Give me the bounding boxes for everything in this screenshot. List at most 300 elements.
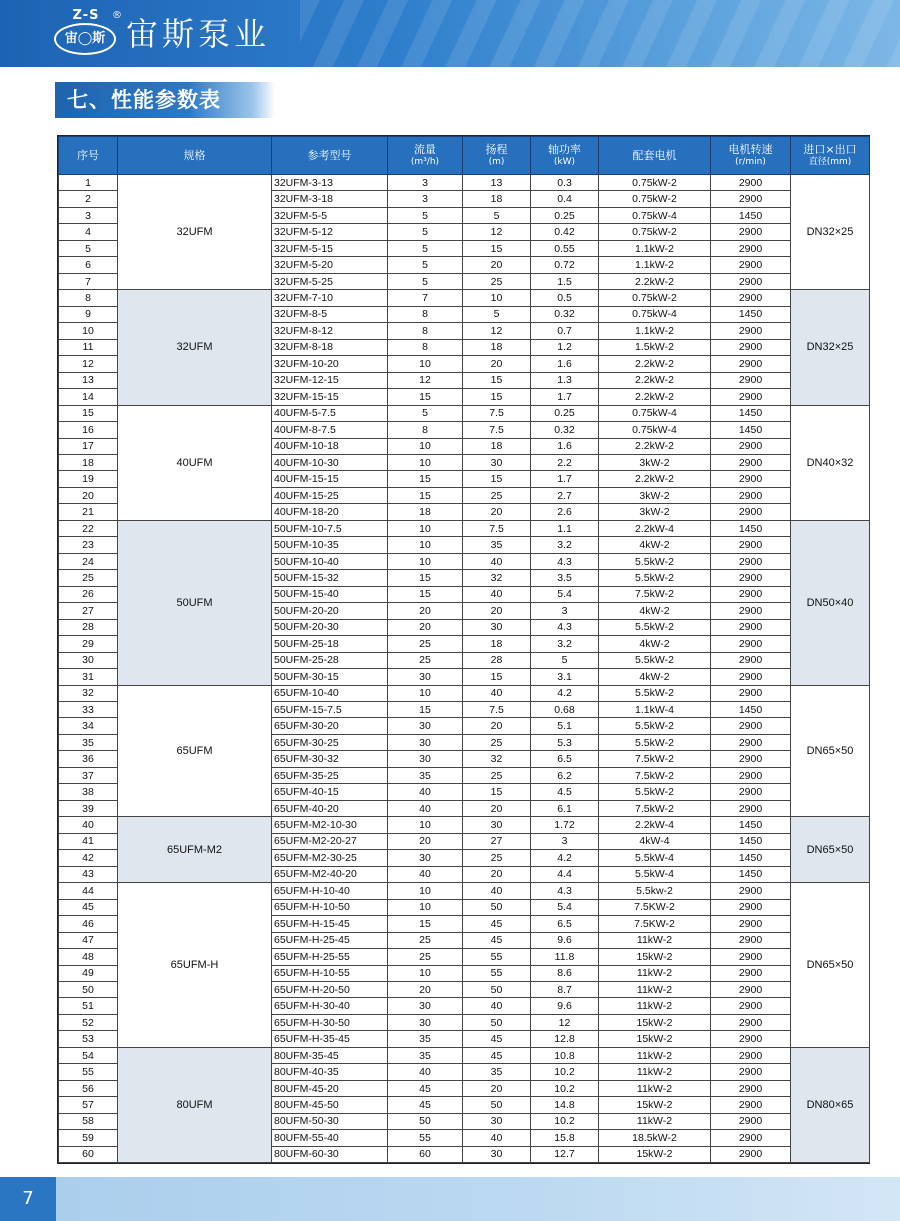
cell-flow: 10 (388, 817, 463, 833)
cell-head: 20 (463, 504, 531, 520)
cell-flow: 30 (388, 1014, 463, 1030)
cell-power: 1.2 (531, 339, 599, 355)
cell-head: 35 (463, 1064, 531, 1080)
cell-speed: 2900 (711, 652, 791, 668)
cell-motor: 1.1kW-4 (599, 702, 711, 718)
cell-flow: 5 (388, 257, 463, 273)
cell-model: 50UFM-30-15 (272, 669, 388, 685)
cell-flow: 40 (388, 800, 463, 816)
logo-mark: 宙◯斯 (54, 23, 116, 55)
cell-head: 25 (463, 487, 531, 503)
cell-head: 45 (463, 1031, 531, 1047)
cell-model: 50UFM-25-28 (272, 652, 388, 668)
cell-spec: 80UFM (118, 1047, 272, 1162)
cell-speed: 2900 (711, 389, 791, 405)
cell-model: 80UFM-45-20 (272, 1080, 388, 1096)
cell-diameter: DN50×40 (791, 520, 870, 685)
cell-flow: 8 (388, 339, 463, 355)
cell-flow: 35 (388, 1031, 463, 1047)
cell-head: 15 (463, 389, 531, 405)
cell-speed: 2900 (711, 1031, 791, 1047)
cell-power: 0.3 (531, 175, 599, 191)
cell-head: 20 (463, 257, 531, 273)
cell-flow: 5 (388, 224, 463, 240)
cell-motor: 11kW-2 (599, 981, 711, 997)
cell-motor: 0.75kW-2 (599, 290, 711, 306)
cell-speed: 2900 (711, 372, 791, 388)
cell-speed: 1450 (711, 207, 791, 223)
cell-motor: 0.75kW-2 (599, 175, 711, 191)
cell-flow: 8 (388, 422, 463, 438)
cell-index: 45 (59, 899, 118, 915)
cell-speed: 2900 (711, 981, 791, 997)
cell-model: 50UFM-10-35 (272, 537, 388, 553)
cell-motor: 0.75kW-4 (599, 405, 711, 421)
cell-diameter: DN80×65 (791, 1047, 870, 1162)
cell-speed: 2900 (711, 586, 791, 602)
cell-index: 24 (59, 553, 118, 569)
cell-index: 57 (59, 1097, 118, 1113)
header-model: 参考型号 (272, 137, 388, 175)
cell-spec: 32UFM (118, 175, 272, 290)
cell-index: 15 (59, 405, 118, 421)
cell-motor: 1.5kW-2 (599, 339, 711, 355)
cell-model: 80UFM-40-35 (272, 1064, 388, 1080)
cell-power: 1.7 (531, 389, 599, 405)
cell-flow: 5 (388, 405, 463, 421)
cell-head: 50 (463, 899, 531, 915)
cell-speed: 1450 (711, 702, 791, 718)
cell-flow: 25 (388, 652, 463, 668)
cell-power: 10.2 (531, 1113, 599, 1129)
cell-speed: 2900 (711, 537, 791, 553)
cell-motor: 4kW-2 (599, 537, 711, 553)
cell-head: 30 (463, 817, 531, 833)
cell-power: 5.1 (531, 718, 599, 734)
cell-motor: 5.5kW-2 (599, 619, 711, 635)
cell-head: 25 (463, 850, 531, 866)
cell-model: 40UFM-15-25 (272, 487, 388, 503)
cell-flow: 15 (388, 389, 463, 405)
cell-model: 65UFM-H-20-50 (272, 981, 388, 997)
page-header-banner (0, 0, 900, 67)
cell-index: 17 (59, 438, 118, 454)
cell-head: 50 (463, 1097, 531, 1113)
cell-flow: 55 (388, 1130, 463, 1146)
cell-power: 12.7 (531, 1146, 599, 1162)
cell-index: 56 (59, 1080, 118, 1096)
cell-power: 14.8 (531, 1097, 599, 1113)
cell-index: 25 (59, 570, 118, 586)
cell-speed: 2900 (711, 504, 791, 520)
cell-head: 45 (463, 1047, 531, 1063)
cell-model: 50UFM-15-32 (272, 570, 388, 586)
cell-power: 0.32 (531, 306, 599, 322)
cell-flow: 10 (388, 883, 463, 899)
cell-speed: 1450 (711, 833, 791, 849)
cell-model: 40UFM-15-15 (272, 471, 388, 487)
table-row (59, 175, 870, 191)
cell-flow: 18 (388, 504, 463, 520)
cell-power: 3.1 (531, 669, 599, 685)
cell-index: 12 (59, 356, 118, 372)
cell-flow: 20 (388, 619, 463, 635)
cell-index: 20 (59, 487, 118, 503)
cell-flow: 5 (388, 273, 463, 289)
cell-head: 50 (463, 1014, 531, 1030)
cell-flow: 10 (388, 685, 463, 701)
cell-speed: 2900 (711, 240, 791, 256)
cell-flow: 7 (388, 290, 463, 306)
cell-model: 32UFM-8-12 (272, 323, 388, 339)
cell-index: 31 (59, 669, 118, 685)
cell-flow: 10 (388, 454, 463, 470)
cell-model: 32UFM-5-12 (272, 224, 388, 240)
cell-speed: 2900 (711, 767, 791, 783)
cell-speed: 2900 (711, 1064, 791, 1080)
cell-power: 0.72 (531, 257, 599, 273)
cell-model: 65UFM-30-25 (272, 734, 388, 750)
header-index: 序号 (59, 137, 118, 175)
page-footer (0, 1177, 900, 1221)
cell-index: 54 (59, 1047, 118, 1063)
cell-model: 65UFM-15-7.5 (272, 702, 388, 718)
cell-head: 7.5 (463, 405, 531, 421)
cell-model: 65UFM-M2-10-30 (272, 817, 388, 833)
cell-power: 0.4 (531, 191, 599, 207)
section-title: 七、性能参数表 (67, 88, 221, 112)
cell-motor: 7.5kW-2 (599, 800, 711, 816)
cell-speed: 2900 (711, 257, 791, 273)
cell-model: 50UFM-20-30 (272, 619, 388, 635)
cell-speed: 1450 (711, 520, 791, 536)
cell-power: 0.25 (531, 207, 599, 223)
cell-model: 32UFM-5-25 (272, 273, 388, 289)
cell-index: 35 (59, 734, 118, 750)
cell-head: 20 (463, 800, 531, 816)
cell-head: 25 (463, 767, 531, 783)
cell-motor: 4kW-4 (599, 833, 711, 849)
cell-flow: 40 (388, 866, 463, 882)
cell-motor: 11kW-2 (599, 965, 711, 981)
cell-index: 47 (59, 932, 118, 948)
cell-speed: 1450 (711, 306, 791, 322)
cell-flow: 12 (388, 372, 463, 388)
cell-index: 37 (59, 767, 118, 783)
cell-head: 7.5 (463, 702, 531, 718)
cell-head: 15 (463, 784, 531, 800)
cell-index: 34 (59, 718, 118, 734)
cell-motor: 11kW-2 (599, 1064, 711, 1080)
cell-speed: 2900 (711, 883, 791, 899)
cell-motor: 5.5kW-2 (599, 652, 711, 668)
cell-speed: 2900 (711, 487, 791, 503)
cell-motor: 5.5kW-2 (599, 734, 711, 750)
cell-head: 45 (463, 916, 531, 932)
cell-speed: 2900 (711, 1047, 791, 1063)
cell-power: 6.5 (531, 751, 599, 767)
cell-model: 65UFM-30-20 (272, 718, 388, 734)
cell-index: 7 (59, 273, 118, 289)
cell-motor: 7.5kW-2 (599, 751, 711, 767)
header-speed: 电机转速 (r/min) (711, 137, 791, 175)
cell-motor: 0.75kW-2 (599, 224, 711, 240)
cell-model: 65UFM-35-25 (272, 767, 388, 783)
cell-head: 15 (463, 372, 531, 388)
performance-table (58, 136, 870, 1163)
cell-index: 6 (59, 257, 118, 273)
cell-motor: 0.75kW-4 (599, 207, 711, 223)
table-row (59, 405, 870, 421)
cell-diameter: DN65×50 (791, 685, 870, 817)
cell-head: 35 (463, 537, 531, 553)
cell-power: 0.7 (531, 323, 599, 339)
cell-speed: 2900 (711, 1097, 791, 1113)
cell-flow: 35 (388, 1047, 463, 1063)
cell-motor: 2.2kW-4 (599, 520, 711, 536)
cell-speed: 2900 (711, 899, 791, 915)
cell-index: 23 (59, 537, 118, 553)
cell-motor: 2.2kW-2 (599, 372, 711, 388)
cell-index: 9 (59, 306, 118, 322)
cell-flow: 40 (388, 1064, 463, 1080)
cell-flow: 15 (388, 916, 463, 932)
cell-head: 40 (463, 586, 531, 602)
registered-mark: ® (112, 10, 122, 21)
cell-head: 40 (463, 685, 531, 701)
cell-speed: 2900 (711, 1130, 791, 1146)
cell-model: 65UFM-H-30-50 (272, 1014, 388, 1030)
cell-flow: 30 (388, 734, 463, 750)
cell-power: 4.3 (531, 619, 599, 635)
cell-index: 13 (59, 372, 118, 388)
cell-power: 4.2 (531, 685, 599, 701)
cell-index: 52 (59, 1014, 118, 1030)
cell-model: 32UFM-8-5 (272, 306, 388, 322)
cell-power: 0.68 (531, 702, 599, 718)
cell-motor: 3kW-2 (599, 487, 711, 503)
cell-speed: 2900 (711, 570, 791, 586)
cell-flow: 10 (388, 356, 463, 372)
cell-index: 29 (59, 636, 118, 652)
cell-head: 10 (463, 290, 531, 306)
cell-motor: 2.2kW-2 (599, 438, 711, 454)
cell-spec: 65UFM-M2 (118, 817, 272, 883)
cell-motor: 4kW-2 (599, 603, 711, 619)
cell-motor: 7.5KW-2 (599, 899, 711, 915)
cell-flow: 45 (388, 1080, 463, 1096)
cell-power: 6.2 (531, 767, 599, 783)
cell-flow: 35 (388, 767, 463, 783)
cell-model: 50UFM-25-18 (272, 636, 388, 652)
cell-head: 20 (463, 1080, 531, 1096)
cell-flow: 8 (388, 323, 463, 339)
cell-speed: 2900 (711, 1080, 791, 1096)
cell-flow: 3 (388, 191, 463, 207)
cell-index: 43 (59, 866, 118, 882)
cell-index: 38 (59, 784, 118, 800)
cell-motor: 1.1kW-2 (599, 240, 711, 256)
cell-speed: 2900 (711, 949, 791, 965)
cell-power: 5 (531, 652, 599, 668)
cell-speed: 2900 (711, 273, 791, 289)
cell-motor: 5.5kW-2 (599, 718, 711, 734)
cell-power: 4.3 (531, 883, 599, 899)
cell-speed: 2900 (711, 603, 791, 619)
cell-motor: 11kW-2 (599, 998, 711, 1014)
cell-model: 50UFM-15-40 (272, 586, 388, 602)
cell-index: 50 (59, 981, 118, 997)
cell-head: 55 (463, 965, 531, 981)
cell-power: 4.3 (531, 553, 599, 569)
cell-speed: 2900 (711, 1113, 791, 1129)
cell-speed: 2900 (711, 454, 791, 470)
cell-power: 0.5 (531, 290, 599, 306)
cell-power: 12.8 (531, 1031, 599, 1047)
cell-flow: 15 (388, 471, 463, 487)
cell-power: 5.3 (531, 734, 599, 750)
cell-speed: 2900 (711, 356, 791, 372)
cell-speed: 2900 (711, 751, 791, 767)
cell-index: 46 (59, 916, 118, 932)
cell-flow: 10 (388, 537, 463, 553)
cell-motor: 7.5kW-2 (599, 586, 711, 602)
cell-head: 13 (463, 175, 531, 191)
header-spec: 规格 (118, 137, 272, 175)
table-row (59, 1047, 870, 1063)
cell-index: 40 (59, 817, 118, 833)
cell-motor: 5.5kW-2 (599, 553, 711, 569)
cell-head: 30 (463, 619, 531, 635)
cell-diameter: DN32×25 (791, 290, 870, 405)
cell-speed: 2900 (711, 800, 791, 816)
cell-index: 8 (59, 290, 118, 306)
cell-model: 32UFM-5-5 (272, 207, 388, 223)
cell-model: 65UFM-H-10-40 (272, 883, 388, 899)
header-diameter: 进口×出口 直径(mm) (791, 137, 870, 175)
cell-index: 58 (59, 1113, 118, 1129)
cell-index: 19 (59, 471, 118, 487)
cell-motor: 5.5kW-4 (599, 866, 711, 882)
cell-flow: 15 (388, 487, 463, 503)
cell-power: 8.6 (531, 965, 599, 981)
cell-diameter: DN32×25 (791, 175, 870, 290)
cell-flow: 10 (388, 553, 463, 569)
cell-model: 65UFM-H-30-40 (272, 998, 388, 1014)
cell-power: 4.2 (531, 850, 599, 866)
header-pump-texture (300, 0, 900, 67)
cell-index: 32 (59, 685, 118, 701)
cell-head: 12 (463, 224, 531, 240)
cell-model: 65UFM-H-35-45 (272, 1031, 388, 1047)
cell-power: 2.6 (531, 504, 599, 520)
cell-index: 1 (59, 175, 118, 191)
cell-power: 1.3 (531, 372, 599, 388)
cell-speed: 2900 (711, 916, 791, 932)
cell-speed: 2900 (711, 1146, 791, 1162)
cell-power: 15.8 (531, 1130, 599, 1146)
cell-index: 3 (59, 207, 118, 223)
cell-speed: 2900 (711, 734, 791, 750)
cell-index: 30 (59, 652, 118, 668)
cell-power: 5.4 (531, 586, 599, 602)
cell-head: 12 (463, 323, 531, 339)
cell-speed: 1450 (711, 817, 791, 833)
cell-head: 50 (463, 981, 531, 997)
cell-spec: 65UFM-H (118, 883, 272, 1048)
cell-speed: 2900 (711, 932, 791, 948)
cell-speed: 2900 (711, 175, 791, 191)
cell-power: 8.7 (531, 981, 599, 997)
cell-motor: 15kW-2 (599, 1031, 711, 1047)
cell-power: 3 (531, 833, 599, 849)
cell-power: 0.55 (531, 240, 599, 256)
header-motor: 配套电机 (599, 137, 711, 175)
cell-motor: 11kW-2 (599, 1113, 711, 1129)
cell-index: 53 (59, 1031, 118, 1047)
cell-power: 1.7 (531, 471, 599, 487)
cell-model: 32UFM-3-18 (272, 191, 388, 207)
cell-motor: 2.2kW-2 (599, 273, 711, 289)
cell-model: 32UFM-10-20 (272, 356, 388, 372)
cell-power: 1.72 (531, 817, 599, 833)
cell-head: 40 (463, 553, 531, 569)
cell-index: 27 (59, 603, 118, 619)
cell-power: 2.7 (531, 487, 599, 503)
cell-model: 65UFM-H-15-45 (272, 916, 388, 932)
cell-motor: 2.2kW-4 (599, 817, 711, 833)
cell-power: 9.6 (531, 932, 599, 948)
cell-speed: 2900 (711, 191, 791, 207)
cell-motor: 18.5kW-2 (599, 1130, 711, 1146)
cell-motor: 0.75kW-4 (599, 306, 711, 322)
table-row (59, 290, 870, 306)
cell-flow: 30 (388, 669, 463, 685)
cell-flow: 40 (388, 784, 463, 800)
cell-index: 44 (59, 883, 118, 899)
cell-speed: 2900 (711, 290, 791, 306)
cell-model: 80UFM-60-30 (272, 1146, 388, 1162)
cell-flow: 45 (388, 1097, 463, 1113)
cell-flow: 30 (388, 718, 463, 734)
cell-flow: 10 (388, 899, 463, 915)
cell-power: 1.6 (531, 438, 599, 454)
header-power: 轴功率 (kW) (531, 137, 599, 175)
cell-motor: 3kW-2 (599, 454, 711, 470)
cell-flow: 25 (388, 932, 463, 948)
cell-speed: 2900 (711, 323, 791, 339)
cell-head: 18 (463, 636, 531, 652)
cell-model: 65UFM-M2-20-27 (272, 833, 388, 849)
cell-index: 55 (59, 1064, 118, 1080)
table-row (59, 520, 870, 536)
cell-index: 21 (59, 504, 118, 520)
cell-model: 80UFM-35-45 (272, 1047, 388, 1063)
cell-flow: 8 (388, 306, 463, 322)
cell-model: 32UFM-15-15 (272, 389, 388, 405)
cell-model: 32UFM-5-15 (272, 240, 388, 256)
cell-index: 42 (59, 850, 118, 866)
table-header-row (59, 137, 870, 175)
cell-motor: 15kW-2 (599, 1146, 711, 1162)
cell-head: 55 (463, 949, 531, 965)
cell-head: 15 (463, 669, 531, 685)
cell-spec: 32UFM (118, 290, 272, 405)
cell-index: 14 (59, 389, 118, 405)
page-number: 7 (0, 1177, 56, 1221)
cell-motor: 0.75kW-4 (599, 422, 711, 438)
cell-flow: 15 (388, 702, 463, 718)
